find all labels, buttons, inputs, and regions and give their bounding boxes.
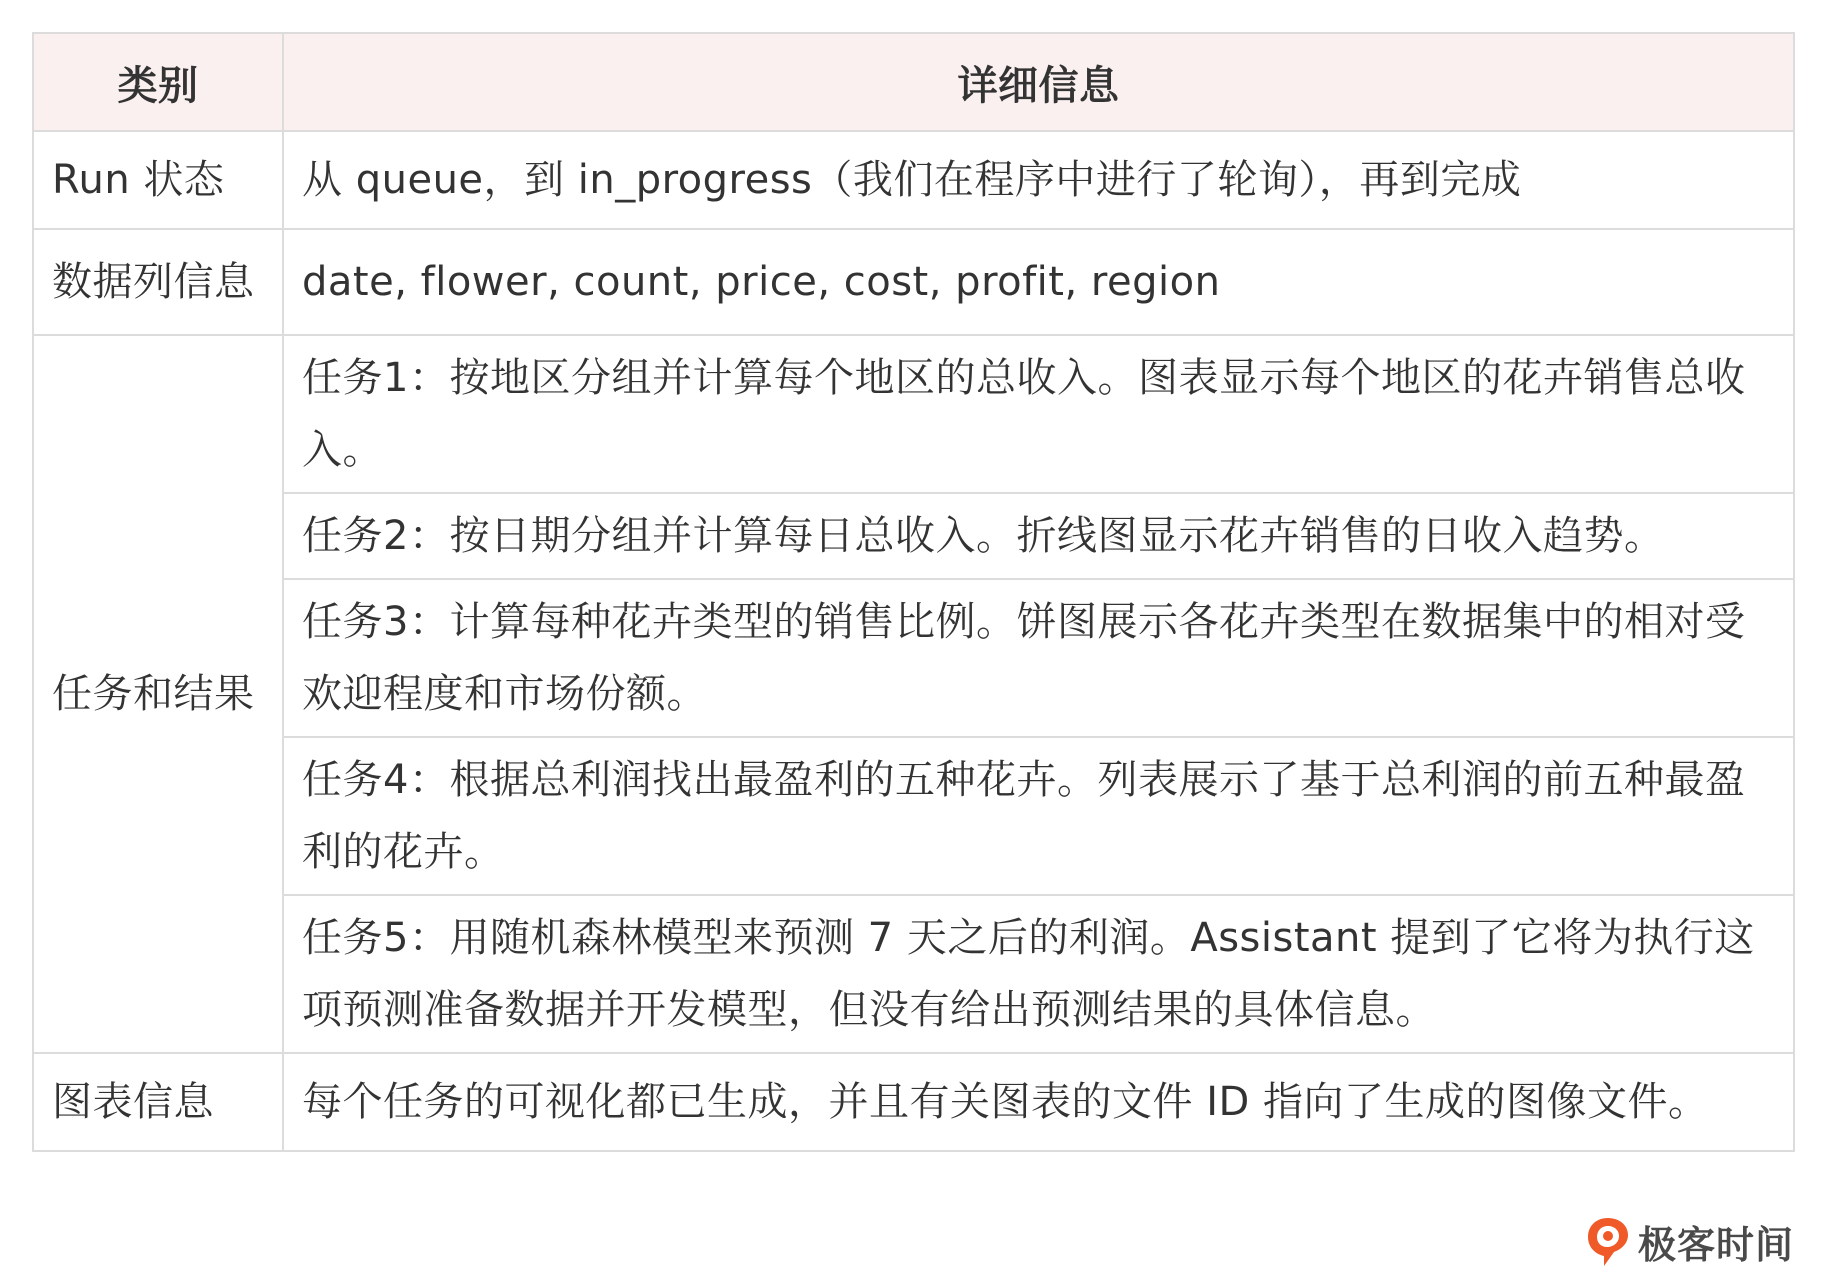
detail-cell-data-columns: date, flower, count, price, cost, profit, region bbox=[283, 229, 1794, 335]
brand-name: 极客时间 bbox=[1637, 1223, 1794, 1267]
table-header-row bbox=[33, 33, 1794, 131]
table-row bbox=[33, 493, 1794, 579]
task-cell-1: 任务1：按地区分组并计算每个地区的总收入。图表显示每个地区的花卉销售总收入。 bbox=[283, 335, 1794, 493]
geektime-logo-icon bbox=[1586, 1216, 1630, 1268]
detail-cell-chart-info: 每个任务的可视化都已生成，并且有关图表的文件 ID 指向了生成的图像文件。 bbox=[283, 1053, 1794, 1151]
brand-logo bbox=[1586, 1214, 1794, 1269]
table-row bbox=[33, 1053, 1794, 1151]
table-row bbox=[33, 579, 1794, 737]
header-details: 详细信息 bbox=[283, 33, 1794, 131]
header-category: 类别 bbox=[33, 33, 283, 131]
task-cell-5: 任务5：用随机森林模型来预测 7 天之后的利润。Assistant 提到了它将为执行这项预测准备数据并开发模型，但没有给出预测结果的具体信息。 bbox=[283, 895, 1794, 1053]
table-row bbox=[33, 131, 1794, 229]
table-row bbox=[33, 229, 1794, 335]
info-table bbox=[32, 32, 1795, 1152]
task-cell-3: 任务3：计算每种花卉类型的销售比例。饼图展示各花卉类型在数据集中的相对受欢迎程度和市场份额。 bbox=[283, 579, 1794, 737]
table-row bbox=[33, 737, 1794, 895]
category-cell-chart-info: 图表信息 bbox=[33, 1053, 283, 1151]
detail-cell-run-status: 从 queue，到 in_progress（我们在程序中进行了轮询），再到完成 bbox=[283, 131, 1794, 229]
task-cell-2: 任务2：按日期分组并计算每日总收入。折线图显示花卉销售的日收入趋势。 bbox=[283, 493, 1794, 579]
category-cell-data-columns: 数据列信息 bbox=[33, 229, 283, 335]
task-cell-4: 任务4：根据总利润找出最盈利的五种花卉。列表展示了基于总利润的前五种最盈利的花卉。 bbox=[283, 737, 1794, 895]
category-cell-tasks: 任务和结果 bbox=[33, 335, 283, 1053]
category-cell-run-status: Run 状态 bbox=[33, 131, 283, 229]
table-row bbox=[33, 335, 1794, 493]
table-row bbox=[33, 895, 1794, 1053]
